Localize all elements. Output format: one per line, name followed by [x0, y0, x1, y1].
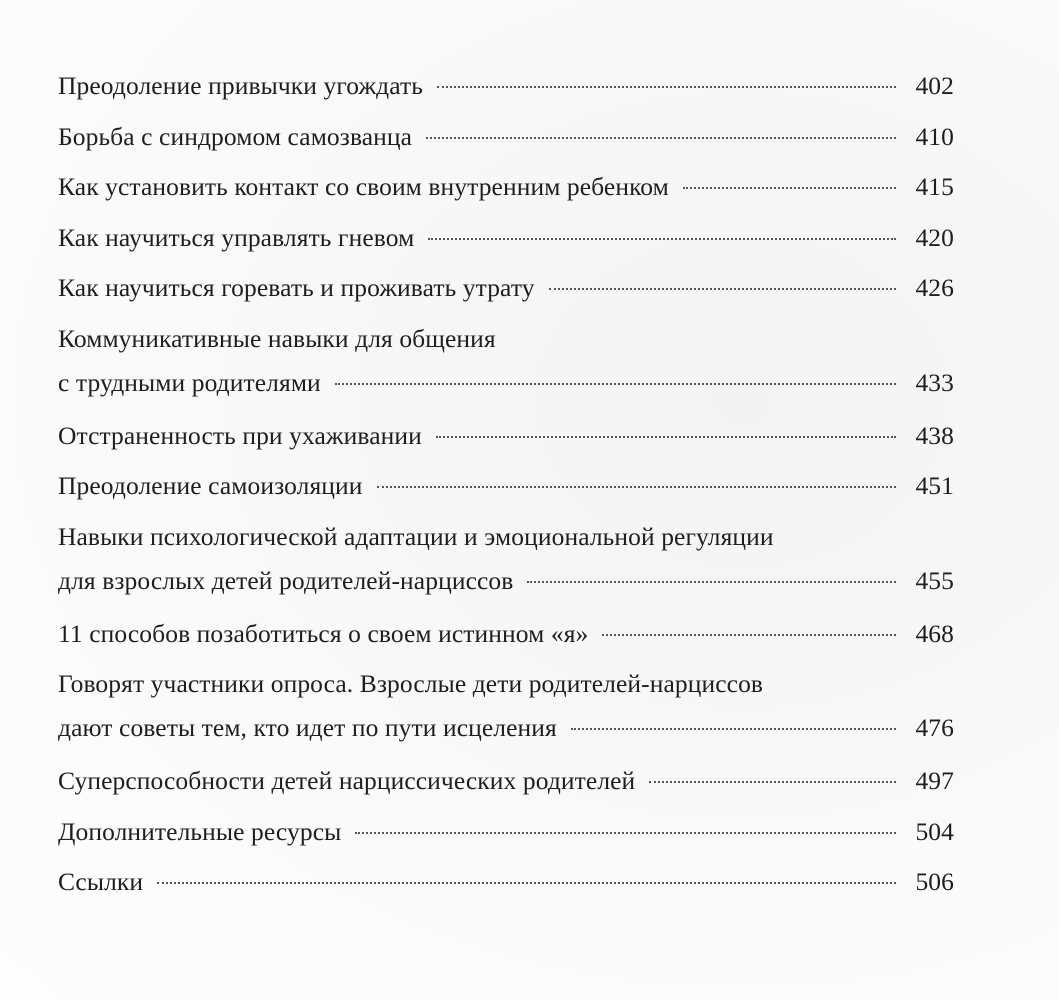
toc-page-number: 438	[915, 420, 954, 450]
toc-line	[58, 115, 954, 159]
dot-leader	[649, 779, 896, 783]
toc-entry-title: Суперспособности детей нарциссических родителей	[58, 766, 636, 795]
toc-page-number: 415	[915, 172, 954, 201]
toc-entry	[58, 64, 954, 115]
toc-line	[58, 317, 954, 361]
toc-page-number: 468	[915, 618, 954, 648]
toc-entry-title: Ссылки	[58, 867, 144, 896]
toc-page-number: 410	[915, 121, 954, 151]
dot-leader	[602, 632, 896, 636]
toc-entry-title: Как научиться управлять гневом	[58, 222, 415, 252]
toc-line	[58, 559, 954, 603]
toc-entry	[58, 759, 954, 810]
toc-line	[58, 860, 954, 904]
toc-line	[58, 464, 954, 508]
toc-entry	[58, 860, 954, 911]
toc-page-number: 506	[915, 867, 954, 896]
toc-entry-title: Преодоление самоизоляции	[58, 471, 363, 500]
toc-line	[58, 414, 954, 458]
toc-line	[58, 706, 954, 750]
dot-leader	[335, 381, 896, 385]
dot-leader	[571, 726, 896, 730]
dot-leader	[377, 484, 896, 488]
toc-page-number: 402	[915, 71, 954, 100]
table-of-contents	[58, 64, 954, 911]
toc-page-number: 497	[915, 766, 954, 795]
toc-page-number: 476	[915, 713, 954, 742]
toc-entry-title: Коммуникативные навыки для общения	[58, 323, 496, 353]
toc-line	[58, 165, 954, 209]
toc-entry-title: 11 способов позаботиться о своем истинном «я»	[58, 618, 589, 648]
toc-page-number: 426	[915, 273, 954, 302]
toc-entry	[58, 414, 954, 465]
toc-entry	[58, 165, 954, 216]
dot-leader	[436, 434, 896, 438]
toc-line	[58, 64, 954, 108]
toc-page-number: 455	[915, 565, 954, 595]
toc-entry-title-continued: дают советы тем, кто идет по пути исцеления	[58, 713, 557, 742]
toc-entry-title: Преодоление привычки угождать	[58, 71, 423, 100]
toc-line	[58, 515, 954, 559]
toc-entry-title: Борьба с синдромом самозванца	[58, 121, 413, 151]
toc-entry	[58, 216, 954, 267]
toc-entry	[58, 662, 954, 759]
dot-leader	[428, 236, 896, 240]
toc-entry-title: Отстраненность при ухаживании	[58, 420, 422, 450]
toc-entry-title-continued: для взрослых детей родителей-нарциссов	[58, 565, 514, 595]
dot-leader	[683, 185, 896, 189]
toc-entry-title: Дополнительные ресурсы	[58, 816, 342, 846]
toc-line	[58, 266, 954, 310]
toc-entry-title: Как научиться горевать и проживать утрату	[58, 273, 535, 302]
dot-leader	[426, 135, 896, 139]
toc-entry	[58, 266, 954, 317]
toc-page-number: 451	[915, 471, 954, 500]
toc-entry-title: Как установить контакт со своим внутренним ребенком	[58, 172, 669, 201]
toc-page-number: 504	[915, 816, 954, 846]
toc-entry-title-continued: с трудными родителями	[58, 367, 321, 397]
dot-leader	[549, 286, 896, 290]
toc-entry	[58, 115, 954, 166]
toc-line	[58, 810, 954, 854]
dot-leader	[437, 84, 896, 88]
toc-line	[58, 216, 954, 260]
toc-entry	[58, 317, 954, 414]
dot-leader	[157, 880, 896, 884]
toc-line	[58, 662, 954, 706]
dot-leader	[355, 830, 896, 834]
dot-leader	[527, 579, 896, 583]
toc-entry	[58, 515, 954, 612]
toc-page-number: 420	[915, 222, 954, 252]
toc-line	[58, 759, 954, 803]
toc-entry	[58, 464, 954, 515]
toc-line	[58, 612, 954, 656]
toc-entry	[58, 612, 954, 663]
toc-entry-title: Навыки психологической адаптации и эмоциональной регуляции	[58, 521, 774, 551]
toc-page-number: 433	[915, 367, 954, 397]
toc-line	[58, 361, 954, 405]
toc-entry-title: Говорят участники опроса. Взрослые дети родителей-нарциссов	[58, 669, 764, 698]
toc-entry	[58, 810, 954, 861]
